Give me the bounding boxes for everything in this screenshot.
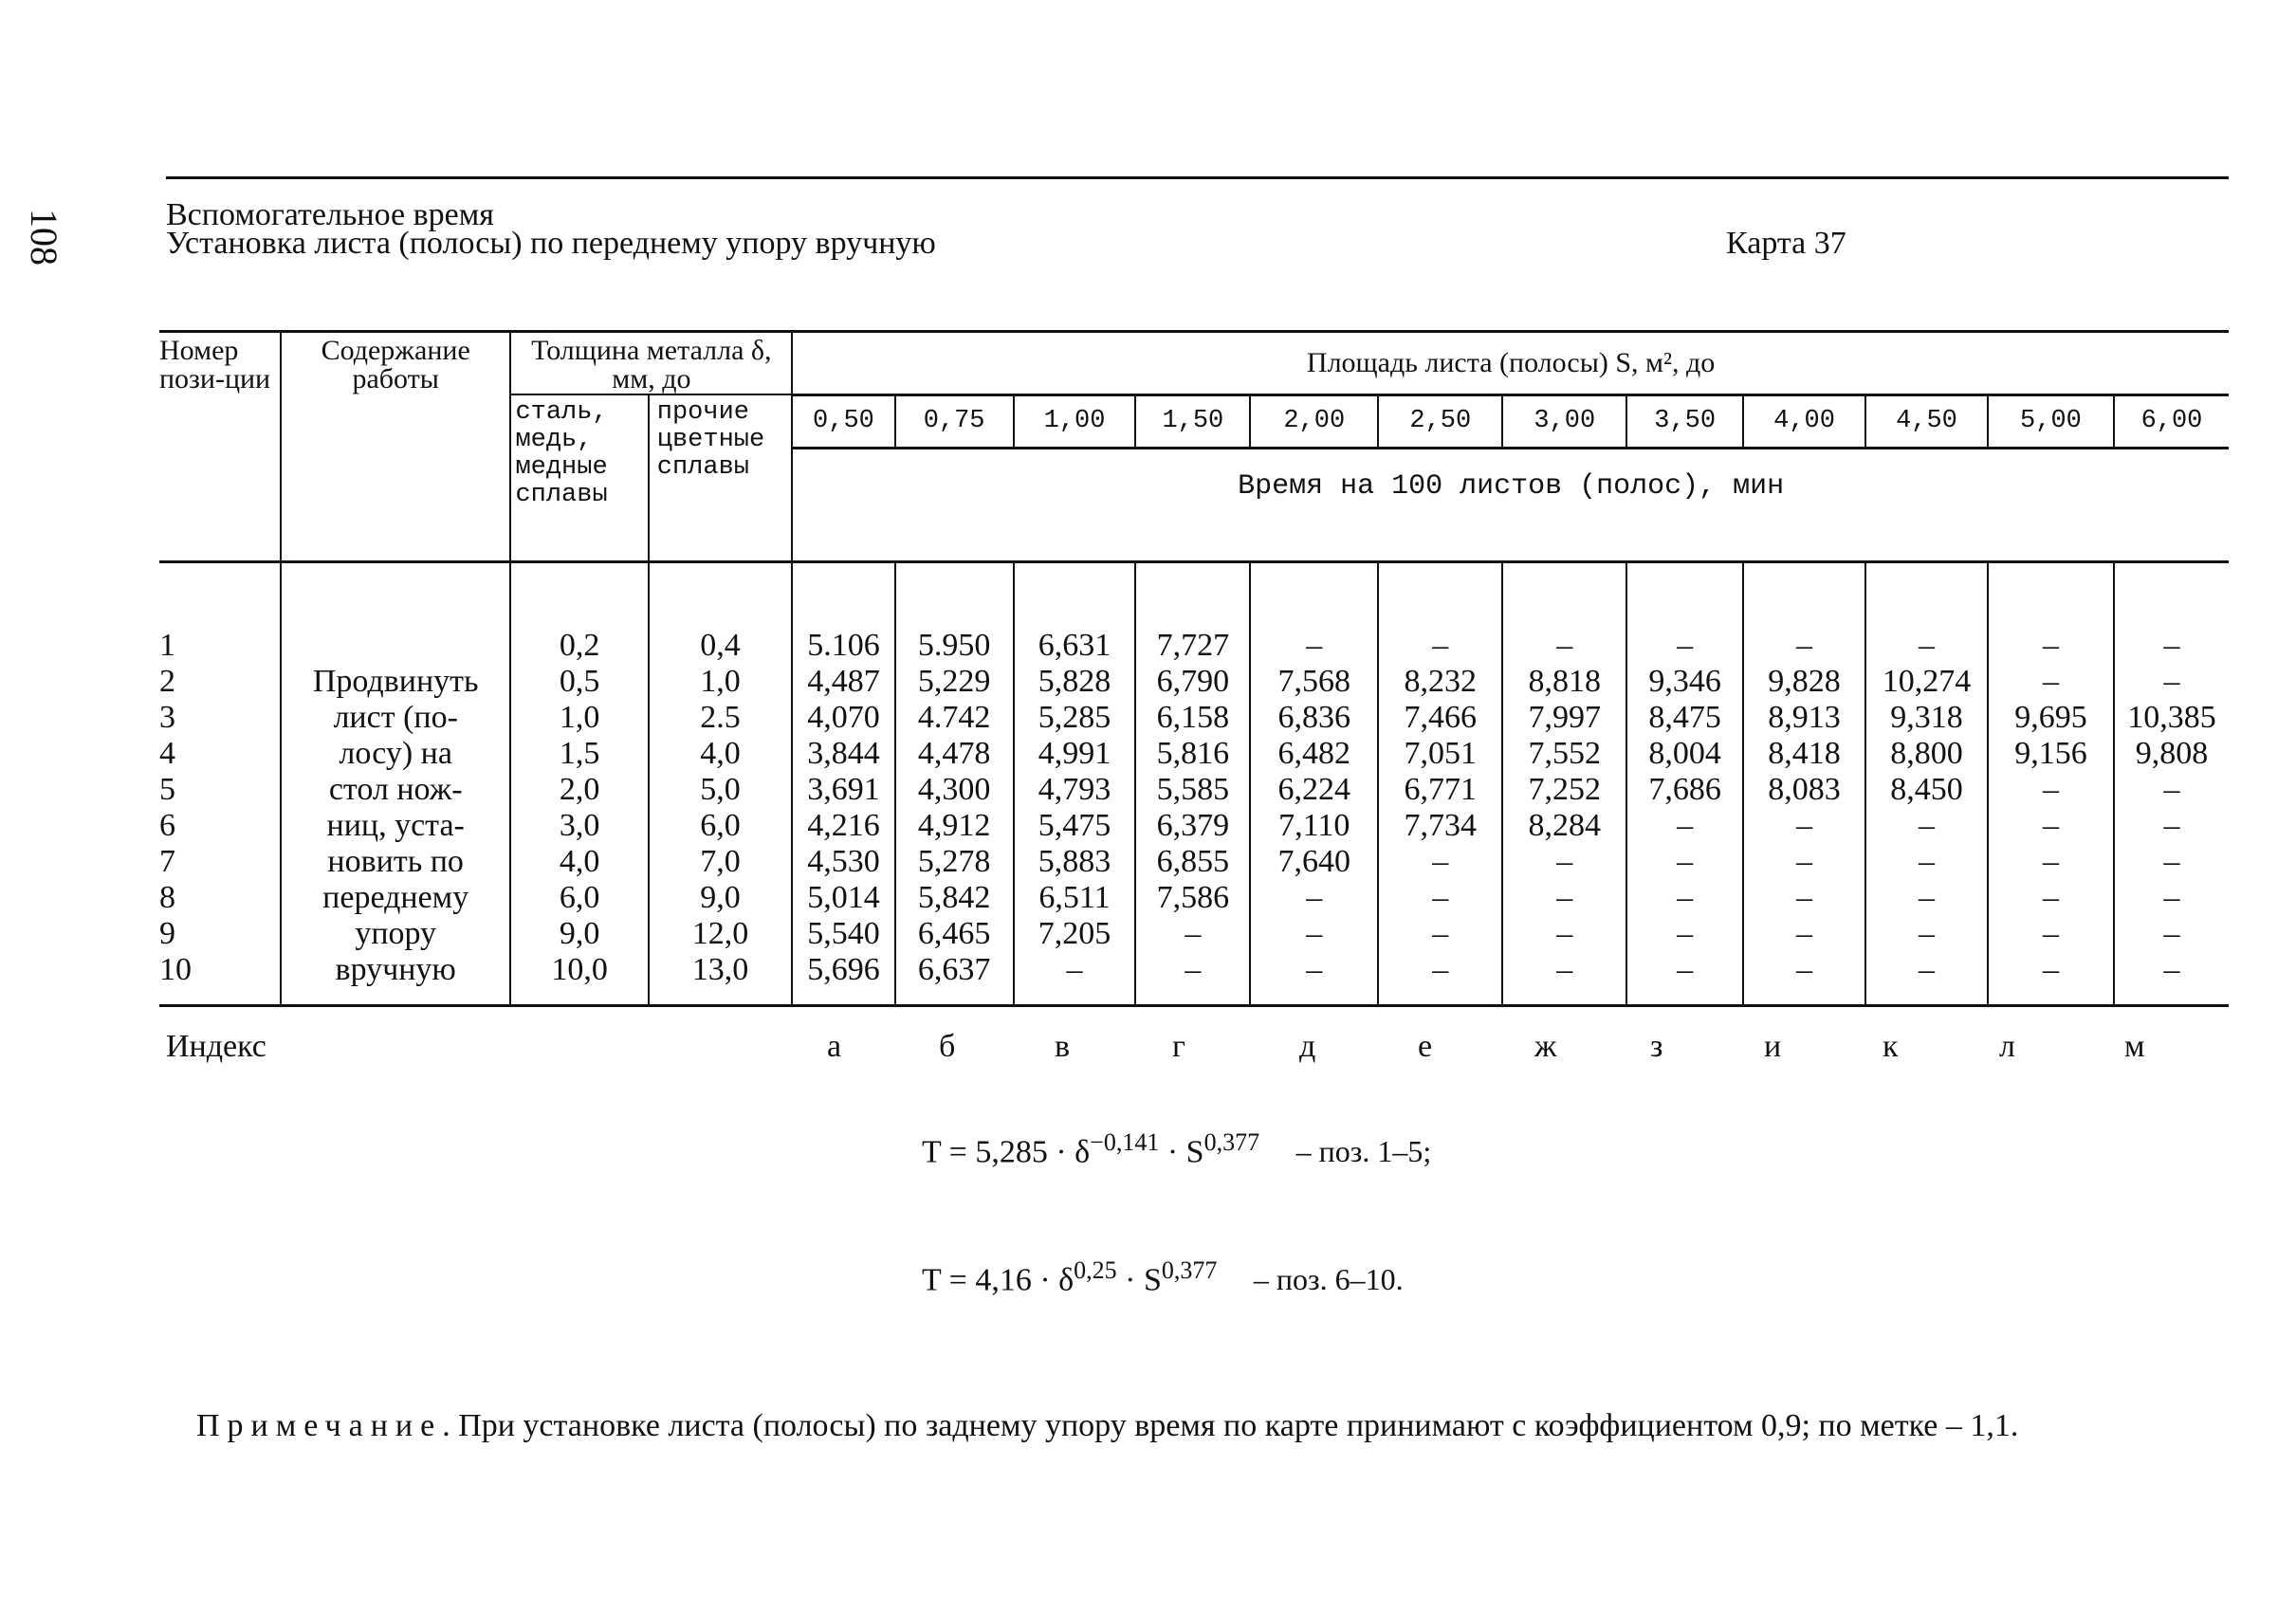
table-row — [159, 808, 2229, 844]
row-content: лосу) на — [281, 736, 511, 772]
time-cell: 5,696 — [792, 952, 894, 988]
area-header-6: 2,50 — [1378, 394, 1502, 448]
time-cell: 10,385 — [2114, 700, 2229, 736]
time-cell: 7,205 — [1014, 916, 1136, 952]
footnote-label: Примечание — [196, 1408, 443, 1443]
time-cell: 4.742 — [895, 700, 1014, 736]
time-cell: 7,686 — [1626, 772, 1743, 808]
card-number: Карта 37 — [1726, 226, 1846, 261]
time-cell: 5,828 — [1014, 664, 1136, 700]
header-position-text: Номер пози-ции — [159, 335, 271, 394]
time-cell: – — [1626, 916, 1743, 952]
formula-1-exp-delta: −0,141 — [1090, 1128, 1160, 1156]
index-letter: и — [1764, 1029, 1782, 1064]
time-cell: 7,051 — [1378, 736, 1502, 772]
row-other-thickness: 4,0 — [649, 736, 792, 772]
time-cell: 6,379 — [1135, 808, 1250, 844]
time-cell: – — [1378, 916, 1502, 952]
row-other-thickness: 2.5 — [649, 700, 792, 736]
time-cell: – — [1250, 628, 1378, 664]
header-other — [649, 394, 792, 561]
time-cell: 10,274 — [1865, 664, 1988, 700]
time-cell: – — [2114, 808, 2229, 844]
index-label: Индекс — [166, 1029, 266, 1064]
time-cell: – — [1502, 628, 1626, 664]
time-cell: – — [1865, 628, 1988, 664]
row-position: 4 — [159, 736, 175, 771]
table-row — [159, 844, 2229, 880]
time-cell: 8,004 — [1626, 736, 1743, 772]
table-row — [159, 700, 2229, 736]
time-cell: 9,695 — [1988, 700, 2114, 736]
time-cell: – — [1743, 628, 1865, 664]
row-steel-thickness: 2,0 — [510, 772, 648, 808]
row-steel-thickness: 4,0 — [510, 844, 648, 880]
header-title: Установка листа (полосы) по переднему упору вручную — [166, 226, 936, 261]
row-other-thickness: 5,0 — [649, 772, 792, 808]
time-cell: – — [2114, 916, 2229, 952]
header-position — [159, 332, 281, 562]
time-cell: 3,691 — [792, 772, 894, 808]
time-cell: – — [1135, 916, 1250, 952]
time-cell: 3,844 — [792, 736, 894, 772]
time-cell: 7,466 — [1378, 700, 1502, 736]
index-letter: г — [1172, 1029, 1185, 1064]
header-other-text: прочие цветные сплавы — [656, 398, 765, 482]
time-cell: 8,475 — [1626, 700, 1743, 736]
time-cell: – — [1865, 880, 1988, 916]
time-cell: – — [2114, 952, 2229, 988]
time-cell: – — [1743, 808, 1865, 844]
area-header-5: 2,00 — [1250, 394, 1378, 448]
formula-2-exp-s: 0,377 — [1161, 1256, 1218, 1284]
row-steel-thickness: 1,0 — [510, 700, 648, 736]
time-cell: 7,640 — [1250, 844, 1378, 880]
area-header-12: 6,00 — [2114, 394, 2229, 448]
time-cell: 6,855 — [1135, 844, 1250, 880]
formula-1-base: T = 5,285 · δ — [922, 1134, 1091, 1170]
row-content: упору — [281, 916, 511, 952]
row-content: лист (по- — [281, 700, 511, 736]
time-cell: 4,912 — [895, 808, 1014, 844]
table-row — [159, 664, 2229, 700]
row-other-thickness: 0,4 — [649, 628, 792, 664]
formula-1-mid: · S — [1159, 1134, 1204, 1170]
time-cell: – — [1626, 880, 1743, 916]
row-content: вручную — [281, 952, 511, 988]
time-cell: – — [1865, 844, 1988, 880]
index-letter: к — [1883, 1029, 1899, 1064]
time-cell: 9,828 — [1743, 664, 1865, 700]
header-area-text: Площадь листа (полосы) S, м², до — [1306, 346, 1716, 378]
time-caption — [792, 448, 2229, 561]
time-cell: 5,475 — [1014, 808, 1136, 844]
time-cell: – — [1626, 844, 1743, 880]
time-cell: – — [1626, 808, 1743, 844]
time-cell: 8,083 — [1743, 772, 1865, 808]
top-rule — [166, 176, 2229, 179]
time-cell: 7,252 — [1502, 772, 1626, 808]
area-header-10: 4,50 — [1865, 394, 1988, 448]
time-table — [159, 330, 2229, 1007]
time-cell: 6,224 — [1250, 772, 1378, 808]
time-cell: – — [2114, 664, 2229, 700]
time-cell: 7,734 — [1378, 808, 1502, 844]
time-cell: 5,278 — [895, 844, 1014, 880]
row-steel-thickness: 1,5 — [510, 736, 648, 772]
formula-2 — [922, 1256, 1404, 1298]
time-cell: – — [1250, 916, 1378, 952]
time-cell: 7,110 — [1250, 808, 1378, 844]
area-header-4: 1,50 — [1135, 394, 1250, 448]
row-other-thickness: 6,0 — [649, 808, 792, 844]
row-steel-thickness: 6,0 — [510, 880, 648, 916]
time-cell: – — [1014, 952, 1136, 988]
area-header-2: 0,75 — [895, 394, 1014, 448]
index-letter: з — [1650, 1029, 1663, 1064]
time-cell: 7,997 — [1502, 700, 1626, 736]
time-cell: 6,511 — [1014, 880, 1136, 916]
table-row — [159, 916, 2229, 952]
row-steel-thickness: 0,2 — [510, 628, 648, 664]
time-cell: 5.950 — [895, 628, 1014, 664]
time-cell: 7,727 — [1135, 628, 1250, 664]
time-cell: – — [1626, 952, 1743, 988]
time-cell: – — [2114, 772, 2229, 808]
time-cell: – — [2114, 844, 2229, 880]
header-thickness — [510, 332, 792, 395]
time-cell: 9,318 — [1865, 700, 1988, 736]
time-cell: 5.106 — [792, 628, 894, 664]
row-other-thickness: 7,0 — [649, 844, 792, 880]
area-header-9: 4,00 — [1743, 394, 1865, 448]
time-cell: – — [1502, 844, 1626, 880]
time-cell: 5,540 — [792, 916, 894, 952]
index-letter: в — [1055, 1029, 1071, 1064]
table-body — [159, 628, 2229, 988]
time-cell: 4,216 — [792, 808, 894, 844]
time-cell: 8,450 — [1865, 772, 1988, 808]
header-steel — [510, 394, 648, 561]
time-cell: – — [1626, 628, 1743, 664]
time-cell: 6,637 — [895, 952, 1014, 988]
time-cell: – — [1502, 916, 1626, 952]
index-letter: а — [827, 1029, 842, 1064]
footnote-text: . При установке листа (полосы) по заднему упору время по карте принимают с коэффициентом 0,9; по метке – 1,1. — [442, 1408, 2019, 1443]
time-cell: 8,818 — [1502, 664, 1626, 700]
time-cell: 6,158 — [1135, 700, 1250, 736]
index-letter: л — [1999, 1029, 2015, 1064]
formula-2-mid: · S — [1116, 1262, 1162, 1298]
time-cell: 9,346 — [1626, 664, 1743, 700]
time-cell: 4,070 — [792, 700, 894, 736]
row-position: 2 — [159, 664, 175, 699]
row-content: Продвинуть — [281, 664, 511, 700]
table-row — [159, 628, 2229, 664]
header-area — [792, 332, 2229, 395]
time-cell: 8,800 — [1865, 736, 1988, 772]
time-cell: 6,465 — [895, 916, 1014, 952]
time-cell: 8,284 — [1502, 808, 1626, 844]
time-cell: 4,991 — [1014, 736, 1136, 772]
row-position: 1 — [159, 628, 175, 663]
time-cell: – — [1378, 628, 1502, 664]
time-cell: 4,478 — [895, 736, 1014, 772]
header-section: Вспомогательное время — [166, 197, 494, 232]
time-cell: 6,836 — [1250, 700, 1378, 736]
time-cell: – — [2114, 628, 2229, 664]
table-row — [159, 880, 2229, 916]
time-cell: 6,482 — [1250, 736, 1378, 772]
formula-1-tail: – поз. 1–5; — [1295, 1134, 1432, 1169]
table-row — [159, 736, 2229, 772]
time-cell: – — [2114, 880, 2229, 916]
time-cell: – — [1743, 844, 1865, 880]
row-content — [281, 628, 511, 664]
row-content: ниц, уста- — [281, 808, 511, 844]
row-position: 3 — [159, 700, 175, 735]
time-cell: – — [1743, 916, 1865, 952]
area-header-7: 3,00 — [1502, 394, 1626, 448]
time-cell: – — [1135, 952, 1250, 988]
row-steel-thickness: 9,0 — [510, 916, 648, 952]
time-cell: – — [1988, 952, 2114, 988]
time-cell: 8,913 — [1743, 700, 1865, 736]
time-cell: – — [1988, 880, 2114, 916]
time-cell: – — [1378, 844, 1502, 880]
time-cell: – — [1988, 916, 2114, 952]
header-steel-text: сталь, медь, медные сплавы — [515, 398, 608, 509]
time-cell: – — [1865, 808, 1988, 844]
footnote — [196, 1408, 2018, 1444]
time-cell: – — [1865, 952, 1988, 988]
time-cell: – — [1743, 880, 1865, 916]
row-other-thickness: 13,0 — [649, 952, 792, 988]
time-cell: – — [1988, 844, 2114, 880]
time-cell: 5,842 — [895, 880, 1014, 916]
time-cell: 5,585 — [1135, 772, 1250, 808]
time-cell: – — [1988, 664, 2114, 700]
time-cell: – — [1743, 952, 1865, 988]
row-position: 9 — [159, 916, 175, 951]
row-other-thickness: 9,0 — [649, 880, 792, 916]
area-header-11: 5,00 — [1988, 394, 2114, 448]
time-cell: 8,418 — [1743, 736, 1865, 772]
time-cell: 7,586 — [1135, 880, 1250, 916]
time-cell: 4,793 — [1014, 772, 1136, 808]
index-letter: ж — [1534, 1029, 1557, 1064]
time-cell: 7,568 — [1250, 664, 1378, 700]
time-cell: – — [1502, 952, 1626, 988]
time-caption-text: Время на 100 листов (полос), мин — [1238, 469, 1785, 503]
time-cell: 9,156 — [1988, 736, 2114, 772]
index-letter: д — [1299, 1029, 1316, 1064]
formula-1-exp-s: 0,377 — [1203, 1128, 1260, 1156]
time-cell: – — [1988, 772, 2114, 808]
formula-2-exp-delta: 0,25 — [1074, 1256, 1117, 1284]
area-header-1: 0,50 — [792, 394, 894, 448]
table-row — [159, 952, 2229, 988]
time-cell: 5,229 — [895, 664, 1014, 700]
time-cell: 6,771 — [1378, 772, 1502, 808]
time-cell: 5,014 — [792, 880, 894, 916]
time-cell: 8,232 — [1378, 664, 1502, 700]
time-cell: – — [1250, 952, 1378, 988]
header-content-text: Содержание работы — [321, 335, 470, 394]
row-other-thickness: 12,0 — [649, 916, 792, 952]
time-cell: – — [1378, 880, 1502, 916]
row-position: 7 — [159, 844, 175, 879]
time-cell: – — [1865, 916, 1988, 952]
row-steel-thickness: 10,0 — [510, 952, 648, 988]
time-cell: – — [1378, 952, 1502, 988]
index-letter: м — [2124, 1029, 2145, 1064]
time-cell: 9,808 — [2114, 736, 2229, 772]
time-cell: 5,883 — [1014, 844, 1136, 880]
time-cell: 5,285 — [1014, 700, 1136, 736]
time-cell: – — [1250, 880, 1378, 916]
area-header-8: 3,50 — [1626, 394, 1743, 448]
row-position: 8 — [159, 880, 175, 915]
time-cell: 5,816 — [1135, 736, 1250, 772]
header-content — [281, 332, 511, 562]
row-position: 10 — [159, 952, 192, 987]
area-header-3: 1,00 — [1014, 394, 1136, 448]
row-position: 6 — [159, 808, 175, 843]
row-steel-thickness: 3,0 — [510, 808, 648, 844]
row-position: 5 — [159, 772, 175, 807]
row-steel-thickness: 0,5 — [510, 664, 648, 700]
time-cell: – — [1988, 628, 2114, 664]
formula-2-tail: – поз. 6–10. — [1253, 1262, 1404, 1297]
time-cell: 4,487 — [792, 664, 894, 700]
row-content: новить по — [281, 844, 511, 880]
row-content: переднему — [281, 880, 511, 916]
time-cell: 6,790 — [1135, 664, 1250, 700]
time-cell: 4,530 — [792, 844, 894, 880]
time-cell: – — [1988, 808, 2114, 844]
row-content: стол нож- — [281, 772, 511, 808]
index-letter: е — [1418, 1029, 1433, 1064]
header-thickness-text: Толщина металла δ, мм, до — [531, 335, 772, 394]
index-letter: б — [939, 1029, 956, 1064]
time-cell: 6,631 — [1014, 628, 1136, 664]
formula-1 — [922, 1128, 1431, 1170]
time-cell: 7,552 — [1502, 736, 1626, 772]
row-other-thickness: 1,0 — [649, 664, 792, 700]
time-cell: – — [1502, 880, 1626, 916]
time-cell: 4,300 — [895, 772, 1014, 808]
page-number: 108 — [23, 209, 65, 266]
formula-2-base: T = 4,16 · δ — [922, 1262, 1075, 1298]
table-row — [159, 772, 2229, 808]
